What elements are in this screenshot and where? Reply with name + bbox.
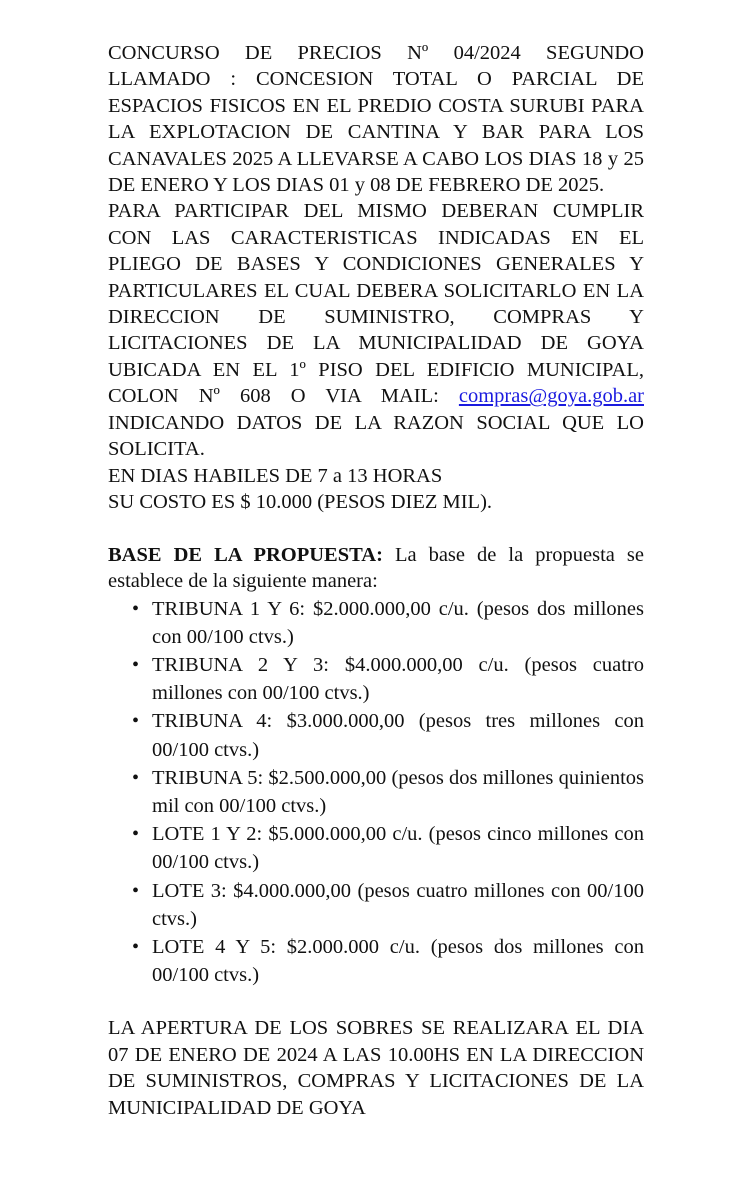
- base-heading: BASE DE LA PROPUESTA:: [108, 543, 383, 566]
- participation-text: PARA PARTICIPAR DEL MISMO DEBERAN CUMPLIR CON LAS CARACTERISTICAS INDICADAS EN EL PLIEGO DE BASES Y CONDICIONES GENERALES Y PARTICULARES EL CUAL DEBERA SOLICITARLO EN LA DIRECCION DE SUMINISTRO, COMPRAS Y LICITACIONES DE LA MUNICIPALIDAD DE GOYA UBICADA EN EL 1º PISO DEL EDIFICIO MUNICIPAL, COLON Nº 608 O VIA MAIL:: [108, 200, 644, 408]
- list-item-text: LOTE 4 Y 5: $2.000.000 c/u. (pesos dos millones con 00/100 ctvs.): [152, 935, 644, 987]
- base-intro: La base de la propuesta se establece de la siguiente manera:: [108, 543, 645, 593]
- schedule-line: EN DIAS HABILES DE 7 a 13 HORAS: [108, 464, 443, 487]
- cost-line: SU COSTO ES $ 10.000 (PESOS DIEZ MIL).: [108, 490, 493, 513]
- list-item: [132, 820, 644, 876]
- bullet-icon: •: [132, 710, 140, 733]
- list-item: [132, 764, 644, 820]
- list-item: [132, 933, 644, 989]
- list-item: [132, 877, 644, 933]
- base-paragraph: [108, 542, 644, 595]
- spacer: [108, 515, 644, 541]
- list-item-text: TRIBUNA 4: $3.000.000,00 (pesos tres millones con 00/100 ctvs.): [152, 710, 644, 761]
- document-body: [108, 40, 644, 1121]
- list-item: [132, 595, 644, 651]
- bullet-icon: •: [132, 879, 140, 902]
- bullet-icon: •: [132, 823, 140, 846]
- list-item: [132, 707, 644, 763]
- list-item-text: LOTE 3: $4.000.000,00 (pesos cuatro millones con 00/100 ctvs.): [152, 879, 644, 930]
- tender-title-paragraph: CONCURSO DE PRECIOS Nº 04/2024 SEGUNDO LLAMADO : CONCESION TOTAL O PARCIAL DE ESPACIOS FISICOS EN EL PREDIO COSTA SURUBI PARA LA EXPLOTACION DE CANTINA Y BAR PARA LOS CANAVALES 2025 A LLEVARSE A CABO LOS DIAS 18 y 25 DE ENERO Y LOS DIAS 01 y 08 DE FEBRERO DE 2025.: [108, 42, 644, 197]
- email-link[interactable]: compras@goya.gob.ar: [458, 385, 644, 408]
- list-item-text: TRIBUNA 2 Y 3: $4.000.000,00 c/u. (pesos cuatro millones con 00/100 ctvs.): [152, 653, 644, 705]
- list-item: [132, 651, 644, 707]
- bullet-icon: •: [132, 935, 140, 958]
- list-item-text: TRIBUNA 1 Y 6: $2.000.000,00 c/u. (pesos dos millones con 00/100 ctvs.): [152, 597, 644, 648]
- closing-paragraph: LA APERTURA DE LOS SOBRES SE REALIZARA EL DIA 07 DE ENERO DE 2024 A LAS 10.00HS EN LA DIRECCION DE SUMINISTROS, COMPRAS Y LICITACIONES DE LA MUNICIPALIDAD DE GOYA: [108, 1017, 644, 1119]
- list-item-text: TRIBUNA 5: $2.500.000,00 (pesos dos millones quinientos mil con 00/100 ctvs.): [152, 766, 644, 817]
- base-list: [108, 595, 644, 990]
- bullet-icon: •: [132, 597, 140, 620]
- bullet-icon: •: [132, 653, 140, 676]
- list-item-text: LOTE 1 Y 2: $5.000.000,00 c/u. (pesos cinco millones con 00/100 ctvs.): [152, 823, 644, 874]
- participation-text-end: INDICANDO DATOS DE LA RAZON SOCIAL QUE LO SOLICITA.: [108, 411, 644, 461]
- participation-paragraph: [108, 198, 644, 462]
- spacer: [108, 989, 644, 1015]
- bullet-icon: •: [132, 766, 140, 789]
